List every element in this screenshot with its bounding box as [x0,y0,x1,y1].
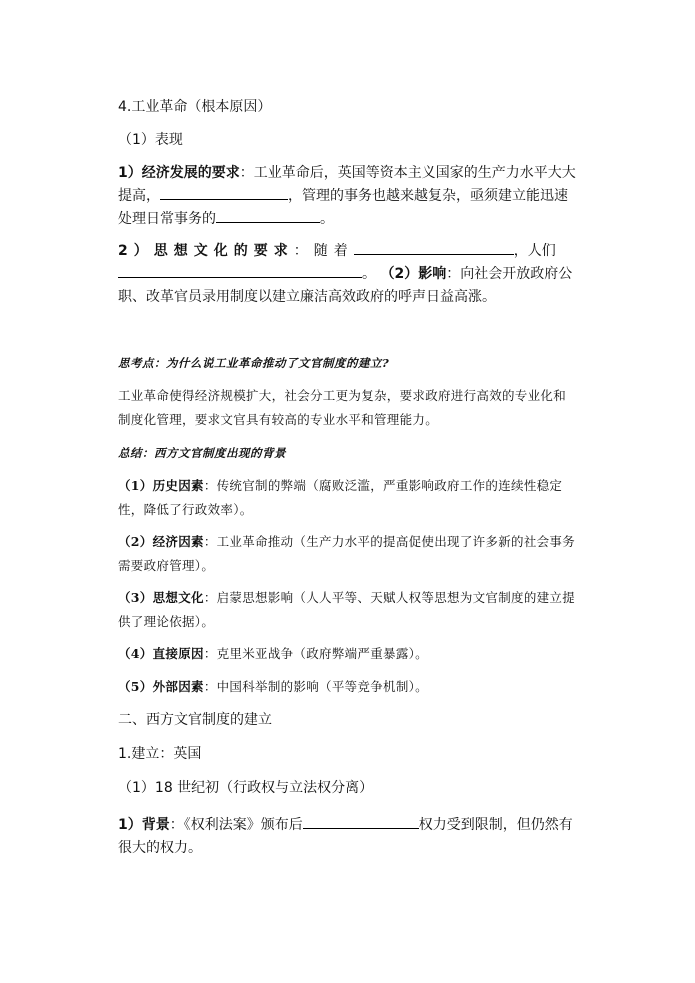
text-cultural-a: ：随着 [293,243,354,259]
summary-item-text: ：克里米亚战争（政府弊端严重暴露）。 [203,646,428,661]
text-economic-end: 。 [320,211,334,227]
think-question: 思考点：为什么说工业革命推动了文官制度的建立? [118,356,390,370]
summary-item-label: （5）外部因素 [118,679,204,694]
fill-blank-2[interactable] [216,208,320,223]
summary-item-text: ：传统官制的弊端（腐败泛滥，严重影响政府工作的连续性稳定性，降低了行政效率）。 [118,478,563,517]
text-economic-a: ：工业革命后，英国等资本主义国家的生产力水平大大提高， [118,165,576,204]
summary-item-external [118,675,578,699]
summary-item-label: （4）直接原因 [118,646,204,661]
label-background: 1）背景 [118,817,170,833]
text-economic-b: ，管理的事务也越来越复杂，亟须建立能迅速处理日常事务的 [118,188,568,227]
fill-blank-5[interactable] [303,814,419,829]
summary-item-direct-cause [118,642,578,666]
text-background-a: ：《权利法案》颁布后 [169,817,303,833]
text-background-b: 权力受到限制，但仍然有很大的权力。 [118,817,573,856]
text-cultural-b: ，人们 [513,243,556,259]
text-cultural-c: 。 [362,266,376,282]
fill-blank-3[interactable] [354,240,514,255]
summary-item-text: ：启蒙思想影响（人人平等、天赋人权等思想为文官制度的建立提供了理论依据）。 [118,590,576,629]
summary-item-text: ：中国科举制的影响（平等竞争机制）。 [203,679,428,694]
summary-item-history [118,474,578,522]
summary-item-label: （3）思想文化 [118,590,204,605]
label-influence: （2）影响 [380,266,447,282]
section-heading-establishment: 二、西方文官制度的建立 [118,712,272,728]
paragraph-background [118,814,578,860]
section-heading-industrial-revolution: 4.工业革命（根本原因） [118,99,272,115]
fill-blank-1[interactable] [160,185,288,200]
think-answer: 工业革命使得经济规模扩大，社会分工更为复杂，要求政府进行高效的专业化和制度化管理，要求文官具有较高的专业水平和管理能力。 [118,388,567,427]
fill-blank-4[interactable] [118,263,362,278]
label-cultural-requirement: 2）思想文化的要求 [118,243,294,259]
subheading-britain: 1.建立：英国 [118,746,202,762]
subheading-18th-century: （1）18 世纪初（行政权与立法权分离） [118,780,374,796]
summary-item-label: （2）经济因素 [118,534,204,549]
summary-item-culture [118,586,578,634]
paragraph-cultural-requirement [118,240,578,309]
summary-item-label: （1）历史因素 [118,478,204,493]
subheading-manifestation: （1）表现 [118,132,183,148]
label-economic-requirement: 1）经济发展的要求 [118,165,240,181]
text-influence: ：向社会开放政府公职、改革官员录用制度以建立廉洁高效政府的呼声日益高涨。 [118,266,573,305]
paragraph-economic-requirement [118,162,578,231]
summary-title: 总结：西方文官制度出现的背景 [118,446,286,460]
summary-item-economy [118,530,578,578]
summary-item-text: ：工业革命推动（生产力水平的提高促使出现了许多新的社会事务需要政府管理）。 [118,534,576,573]
